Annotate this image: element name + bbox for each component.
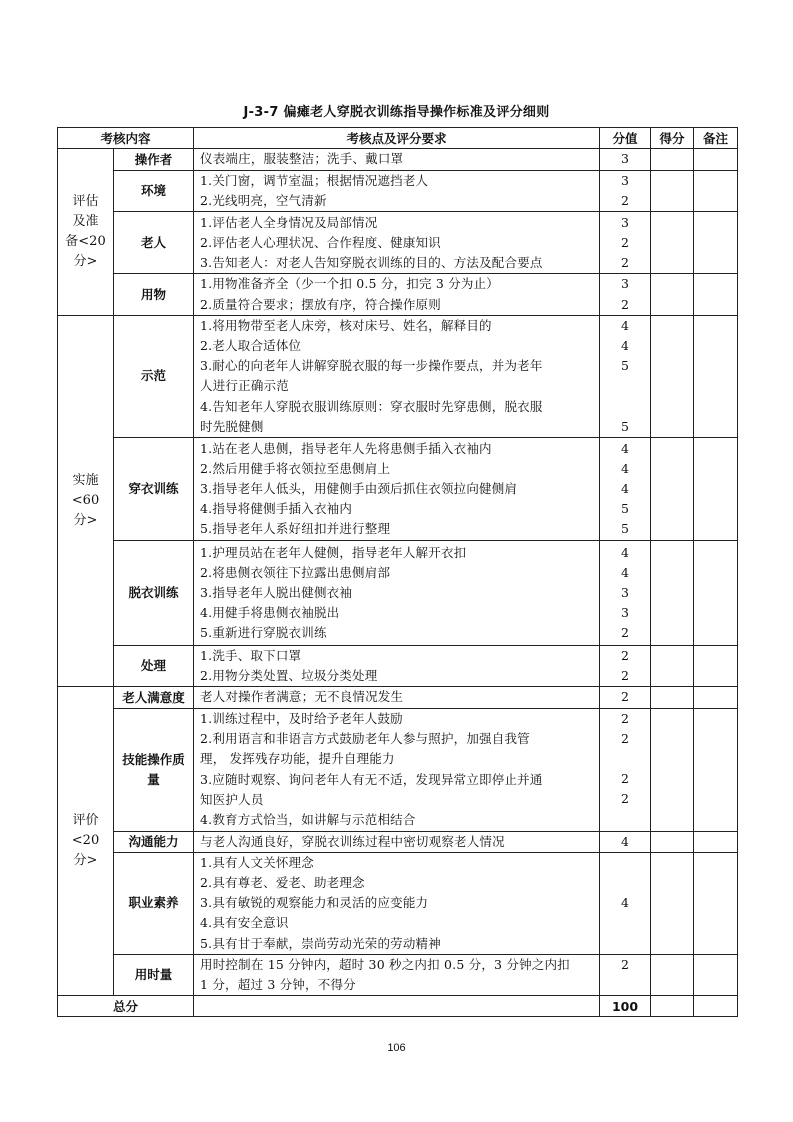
score-line: 2: [621, 730, 629, 746]
got-cell: [651, 274, 694, 315]
point-line: 1.护理员站在老年人健侧，指导老年人解开衣扣: [200, 544, 467, 560]
score-line: 4: [621, 317, 629, 333]
got-cell: [651, 996, 694, 1017]
score-line: 2: [621, 689, 629, 705]
item-score: [600, 646, 651, 687]
point-line: 4.指导将健侧手插入衣袖内: [200, 501, 353, 517]
point-line: 1.评估老人全身情况及局部情况: [200, 214, 378, 230]
point-line: 3.应随时观察、询问老年人有无不适，发现异常立即停止并通: [200, 771, 543, 787]
remark-cell: [694, 687, 738, 708]
got-cell: [651, 708, 694, 831]
score-line: 2: [621, 255, 629, 270]
item-points: [194, 315, 600, 437]
category-assess: [58, 149, 114, 316]
point-line: 4.教育方式恰当，如讲解与示范相结合: [200, 812, 416, 828]
score-line: 4: [621, 895, 629, 911]
point-line: 1.关门窗，调节室温；根据情况遮挡老人: [200, 173, 429, 188]
remark-cell: [694, 149, 738, 171]
score-line: 4: [621, 460, 629, 476]
item-name: 职业素养: [114, 852, 194, 954]
point-line: 1.用物准备齐全（少一个扣 0.5 分，扣完 3 分为止）: [200, 276, 499, 292]
score-line: [600, 749, 650, 769]
point-line: 理， 发挥残存功能，提升自理能力: [200, 751, 395, 767]
item-points: [194, 149, 600, 171]
row-environment: [58, 171, 738, 212]
row-communication: [58, 831, 738, 852]
score-line: 2: [621, 710, 629, 726]
total-score: 100: [600, 996, 651, 1017]
header-remark: 备注: [694, 128, 738, 149]
row-satisfaction: [58, 687, 738, 708]
remark-cell: [694, 996, 738, 1017]
header-row: [58, 128, 738, 149]
category-line: 分>: [73, 513, 98, 529]
item-score: [600, 541, 651, 646]
item-name: 示范: [114, 315, 194, 437]
item-score: [600, 954, 651, 995]
total-points-cell: [194, 996, 600, 1017]
point-line: 4.告知老年人穿脱衣服训练原则：穿衣服时先穿患侧，脱衣服: [200, 398, 543, 414]
score-line: 3: [621, 605, 629, 621]
remark-cell: [694, 274, 738, 315]
row-demo: [58, 315, 738, 437]
remark-cell: [694, 646, 738, 687]
row-dressing: [58, 438, 738, 541]
score-line: 2: [621, 956, 629, 972]
remark-cell: [694, 852, 738, 954]
point-line: 2.光线明亮，空气清新: [200, 193, 327, 209]
point-line: 知医护人员: [200, 791, 264, 807]
got-cell: [651, 438, 694, 541]
score-line: 2: [621, 791, 629, 807]
got-cell: [651, 852, 694, 954]
score-line: 3: [621, 214, 629, 230]
point-line: 5.指导老年人系好纽扣并进行整理: [200, 521, 391, 537]
item-name: 穿衣训练: [114, 438, 194, 541]
score-line: 4: [621, 440, 629, 456]
item-points: [194, 687, 600, 708]
point-line: 3.告知老人：对老人告知穿脱衣训练的目的、方法及配合要点: [200, 255, 543, 270]
score-line: 2: [621, 234, 629, 250]
document-title: J-3-7 偏瘫老人穿脱衣训练指导操作标准及评分细则: [243, 105, 550, 120]
item-name: 处理: [114, 646, 194, 687]
item-name: 脱衣训练: [114, 541, 194, 646]
got-cell: [651, 831, 694, 852]
item-score: [600, 149, 651, 171]
point-line: 仪表端庄，服装整洁；洗手、戴口罩: [200, 151, 404, 167]
category-line: 备<20: [65, 233, 106, 249]
score-line: 2: [621, 193, 629, 209]
score-line: 4: [621, 480, 629, 496]
item-name: [114, 708, 194, 831]
category-line: 实施: [72, 473, 99, 489]
remark-cell: [694, 212, 738, 274]
item-name-line: 技能操作质: [122, 751, 185, 767]
point-line: 3.指导老年人低头，用健侧手由颈后抓住衣领拉向健侧肩: [200, 480, 518, 496]
item-points: [194, 438, 600, 541]
point-line: 老人对操作者满意；无不良情况发生: [200, 689, 404, 705]
item-name: 用物: [114, 274, 194, 315]
point-line: 4.具有安全意识: [200, 915, 289, 931]
score-line: 4: [621, 564, 629, 580]
score-line: 3: [621, 584, 629, 600]
point-line: 2.具有尊老、爱老、助老理念: [200, 875, 365, 891]
category-line: 分>: [73, 253, 98, 269]
row-timing: [58, 954, 738, 995]
score-line: 4: [621, 544, 629, 560]
point-line: 1.洗手、取下口罩: [200, 648, 302, 664]
score-line: 2: [621, 625, 629, 641]
point-line: 2.评估老人心理状况、合作程度、健康知识: [200, 234, 441, 250]
item-points: [194, 541, 600, 646]
item-name: 老人: [114, 212, 194, 274]
item-score: [600, 852, 651, 954]
point-line: 5.具有甘于奉献，崇尚劳动光荣的劳动精神: [200, 935, 441, 951]
item-points: [194, 212, 600, 274]
item-score: [600, 438, 651, 541]
remark-cell: [694, 438, 738, 541]
score-line: [600, 376, 650, 396]
item-score: [600, 831, 651, 852]
header-points: 考核点及评分要求: [194, 128, 600, 149]
point-line: 1.训练过程中，及时给予老年人鼓励: [200, 711, 403, 727]
point-line: 4.用健手将患侧衣袖脱出: [200, 605, 340, 621]
item-score: [600, 687, 651, 708]
got-cell: [651, 171, 694, 212]
item-points: [194, 646, 600, 687]
point-line: 1 分，超过 3 分钟，不得分: [200, 977, 356, 993]
score-line: 2: [621, 296, 629, 312]
score-line: [600, 397, 650, 417]
row-supplies: [58, 274, 738, 315]
category-line: 评估: [72, 193, 99, 209]
score-line: 4: [621, 338, 629, 354]
remark-cell: [694, 954, 738, 995]
item-score: [600, 708, 651, 831]
category-line: 分>: [73, 853, 98, 869]
row-total: [58, 996, 738, 1017]
item-score: [600, 212, 651, 274]
remark-cell: [694, 708, 738, 831]
score-line: 4: [621, 833, 629, 849]
point-line: 2.然后用健手将衣领拉至患侧肩上: [200, 460, 391, 476]
score-line: [600, 810, 650, 830]
header-got: 得分: [651, 128, 694, 149]
got-cell: [651, 315, 694, 437]
row-operator: [58, 149, 738, 171]
category-line: 评价: [72, 813, 99, 829]
score-line: 5: [621, 358, 629, 374]
header-score: 分值: [600, 128, 651, 149]
item-points: [194, 852, 600, 954]
item-points: [194, 954, 600, 995]
remark-cell: [694, 831, 738, 852]
item-points: [194, 171, 600, 212]
row-professional: [58, 852, 738, 954]
item-name: 老人满意度: [114, 687, 194, 708]
point-line: 2.老人取合适体位: [200, 338, 302, 354]
point-line: 时先脱健侧: [200, 418, 264, 434]
got-cell: [651, 646, 694, 687]
item-score: [600, 315, 651, 437]
score-line: 2: [621, 771, 629, 787]
point-line: 用时控制在 15 分钟内，超时 30 秒之内扣 0.5 分，3 分钟之内扣: [200, 956, 570, 972]
item-name: 环境: [114, 171, 194, 212]
score-line: 3: [621, 151, 629, 167]
point-line: 3.具有敏锐的观察能力和灵活的应变能力: [200, 895, 429, 911]
score-line: 2: [621, 648, 629, 664]
got-cell: [651, 149, 694, 171]
row-handling: [58, 646, 738, 687]
score-line: 5: [621, 418, 629, 434]
score-line: 5: [621, 521, 629, 537]
point-line: 人进行正确示范: [200, 378, 289, 394]
point-line: 2.用物分类处置、垃圾分类处理: [200, 668, 378, 684]
category-line: <20: [71, 833, 100, 849]
point-line: 3.耐心的向老年人讲解穿脱衣服的每一步操作要点，并为老年: [200, 358, 543, 374]
item-name: 操作者: [114, 149, 194, 171]
item-score: [600, 274, 651, 315]
point-line: 1.站在老人患侧，指导老年人先将患侧手插入衣袖内: [200, 440, 492, 456]
category-evaluate: [58, 687, 114, 996]
page-number: 106: [387, 1042, 406, 1054]
score-line: 3: [621, 173, 629, 188]
item-name: 沟通能力: [114, 831, 194, 852]
point-line: 1.将用物带至老人床旁，核对床号、姓名，解释目的: [200, 317, 492, 333]
point-line: 2.将患侧衣领往下拉露出患侧肩部: [200, 564, 391, 580]
scoring-table: [57, 127, 738, 1017]
point-line: 2.质量符合要求；摆放有序，符合操作原则: [200, 296, 441, 312]
got-cell: [651, 212, 694, 274]
score-line: 5: [621, 501, 629, 517]
remark-cell: [694, 171, 738, 212]
point-line: 1.具有人文关怀理念: [200, 854, 314, 870]
score-line: 2: [621, 668, 629, 684]
got-cell: [651, 687, 694, 708]
item-score: [600, 171, 651, 212]
row-elder: [58, 212, 738, 274]
remark-cell: [694, 315, 738, 437]
header-content: 考核内容: [58, 128, 194, 149]
got-cell: [651, 541, 694, 646]
item-name: 用时量: [114, 954, 194, 995]
item-name-line: 量: [147, 771, 160, 787]
score-line: 3: [621, 276, 629, 292]
row-undressing: [58, 541, 738, 646]
category-line: <60: [71, 493, 100, 509]
point-line: 与老人沟通良好，穿脱衣训练过程中密切观察老人情况: [200, 833, 505, 849]
remark-cell: [694, 541, 738, 646]
item-points: [194, 831, 600, 852]
item-points: [194, 274, 600, 315]
got-cell: [651, 954, 694, 995]
point-line: 3.指导老年人脱出健侧衣袖: [200, 584, 353, 600]
category-line: 及准: [72, 213, 99, 229]
category-implement: [58, 315, 114, 687]
row-skill: [58, 708, 738, 831]
point-line: 2.利用语言和非语言方式鼓励老年人参与照护，加强自我管: [200, 731, 530, 747]
item-points: [194, 708, 600, 831]
point-line: 5.重新进行穿脱衣训练: [200, 625, 327, 641]
total-label: 总分: [58, 996, 194, 1017]
